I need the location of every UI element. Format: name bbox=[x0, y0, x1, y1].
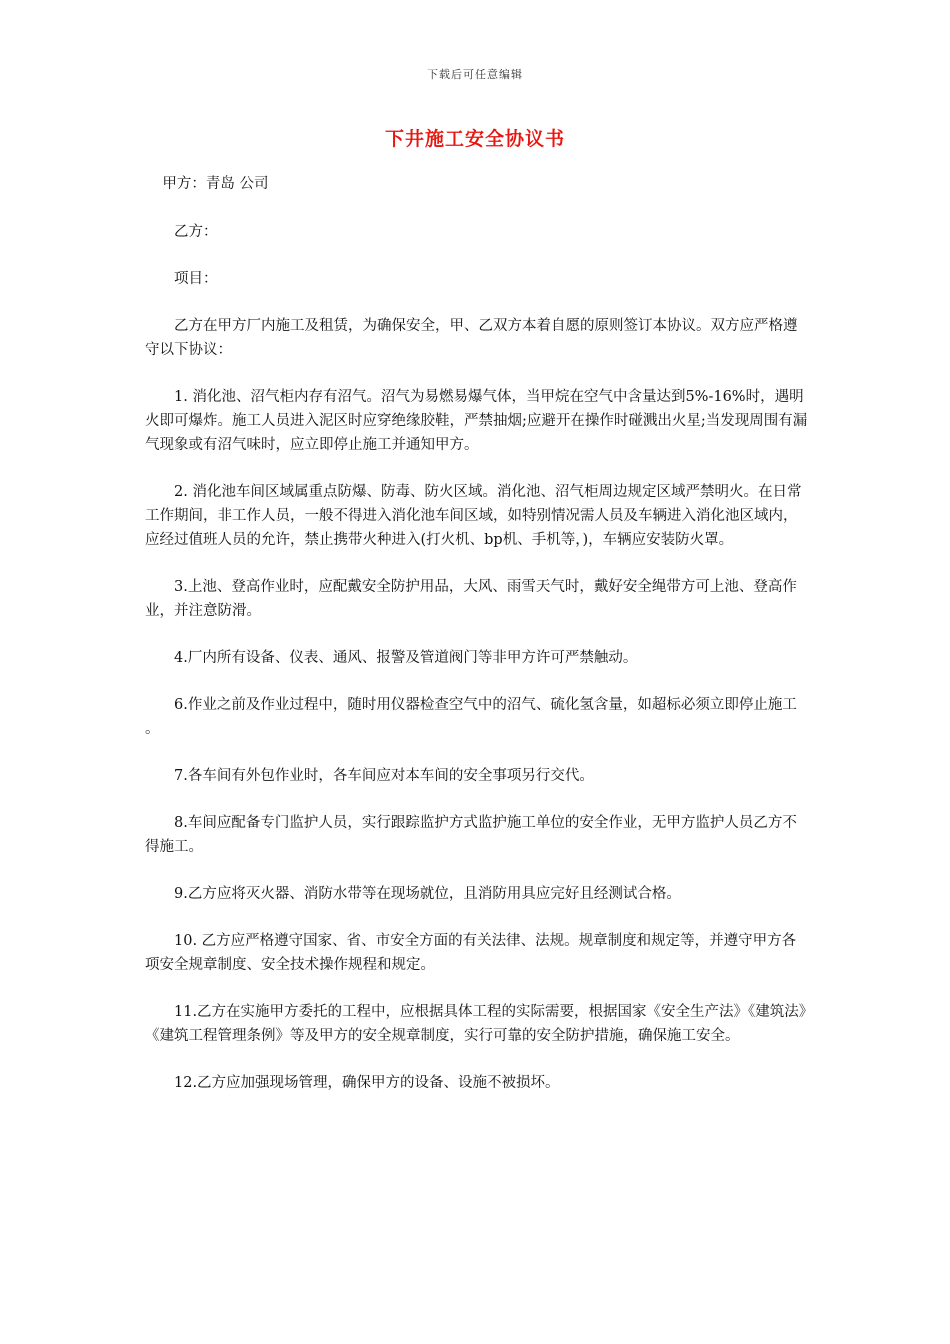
document-title: 下井施工安全协议书 bbox=[384, 128, 565, 150]
clause-12: 12.乙方应加强现场管理，确保甲方的设备、设施不被损坏。 bbox=[174, 1075, 560, 1091]
clause-9: 9.乙方应将灭火器、消防水带等在现场就位，且消防用具应完好且经测试合格。 bbox=[174, 886, 681, 902]
clause-4: 4.厂内所有设备、仪表、通风、报警及管道阀门等非甲方许可严禁触动。 bbox=[174, 650, 638, 666]
clause-10: 10. 乙方应严格遵守国家、省、市安全方面的有关法律、法规。规章制度和规定等，并遵守甲方各项安全规章制度、安全技术操作规程和规定。 bbox=[145, 933, 797, 973]
party-a-line: 甲方：青岛 公司 bbox=[162, 176, 269, 192]
header-note: 下载后可任意编辑 bbox=[427, 68, 523, 81]
clause-2: 2. 消化池车间区域属重点防爆、防毒、防火区域。消化池、沼气柜周边规定区域严禁明火。在日常工作期间，非工作人员，一般不得进入消化池车间区域，如特别情况需人员及车辆进入消化池区域内，应经过值班人员的允许，禁止携带火种进入(打火机、bp机、手机等，)，车辆应安装防火罩。 bbox=[145, 484, 802, 548]
party-b-line: 乙方： bbox=[174, 224, 218, 240]
document-body bbox=[145, 172, 808, 1118]
clause-7: 7.各车间有外包作业时，各车间应对本车间的安全事项另行交代。 bbox=[174, 768, 594, 784]
project-line: 项目： bbox=[174, 271, 218, 287]
clause-1: 1. 消化池、沼气柜内存有沼气。沼气为易燃易爆气体，当甲烷在空气中含量达到5%-16%时，遇明火即可爆炸。施工人员进入泥区时应穿绝缘胶鞋，严禁抽烟;应避开在操作时碰溅出火星;当发现周围有漏气现象或有沼气味时，应立即停止施工并通知甲方。 bbox=[145, 389, 808, 453]
clause-11: 11.乙方在实施甲方委托的工程中，应根据具体工程的实际需要，根据国家《安全生产法》《建筑法》《建筑工程管理条例》等及甲方的安全规章制度，实行可靠的安全防护措施，确保施工安全。 bbox=[145, 1004, 807, 1044]
clause-3: 3.上池、登高作业时，应配戴安全防护用品，大风、雨雪天气时，戴好安全绳带方可上池、登高作业，并注意防滑。 bbox=[145, 579, 797, 619]
intro-paragraph: 乙方在甲方厂内施工及租赁，为确保安全，甲、乙双方本着自愿的原则签订本协议。双方应严格遵守以下协议： bbox=[145, 318, 798, 358]
clause-6: 6.作业之前及作业过程中，随时用仪器检查空气中的沼气、硫化氢含量，如超标必须立即停止施工 。 bbox=[145, 697, 797, 737]
clause-8: 8.车间应配备专门监护人员，实行跟踪监护方式监护施工单位的安全作业，无甲方监护人员乙方不得施工。 bbox=[145, 815, 797, 855]
